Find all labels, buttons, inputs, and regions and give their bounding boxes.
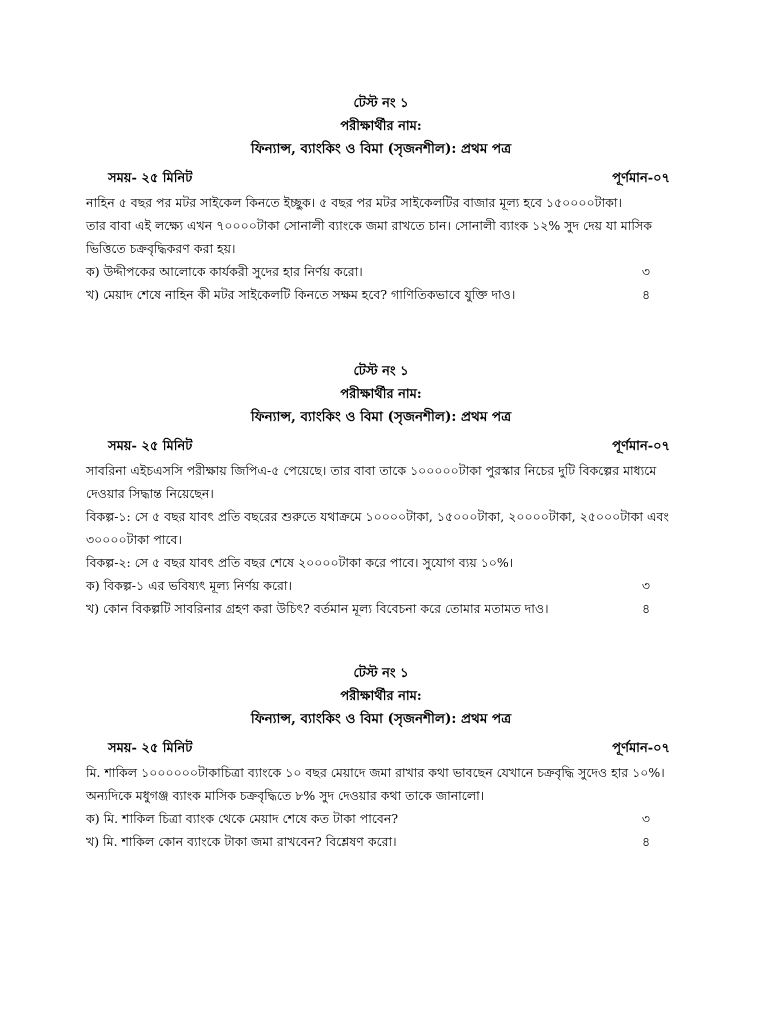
question-mark: ৪ — [641, 287, 651, 302]
stem-line: দেওয়ার সিদ্ধান্ত নিয়েছেন। — [86, 486, 214, 501]
examinee-name-label: পরীক্ষার্থীর নাম: — [340, 119, 422, 134]
time-label: সময়- ২৫ মিনিট — [108, 171, 193, 186]
meta-row — [86, 167, 676, 191]
test-number: টেস্ট নং ১ — [353, 364, 409, 379]
question-mark: ৪ — [641, 601, 651, 616]
meta-row — [86, 737, 676, 761]
question-mark: ৪ — [641, 834, 651, 849]
test-block-1 — [86, 92, 676, 306]
full-marks-label: পূর্ণমান-০৭ — [612, 439, 670, 454]
subject-title: ফিন্যান্স, ব্যাংকিং ও বিমা (সৃজনশীল): প্রথম পত্র — [250, 711, 512, 727]
question-row — [86, 597, 676, 620]
question-text: খ) মি. শাকিল কোন ব্যাংকে টাকা জমা রাখবেন? বিশ্লেষণ করো। — [86, 834, 397, 849]
stem-line: নাহিন ৫ বছর পর মটর সাইকেল কিনতে ইচ্ছুক। ৫ বছর পর মটর সাইকেলটির বাজার মূল্য হবে ১৫০০০০টাকা। — [86, 195, 622, 210]
meta-row — [86, 435, 676, 459]
stem-line: সাবরিনা এইচএসসি পরীক্ষায় জিপিএ-৫ পেয়েছে। তার বাবা তাকে ১০০০০০টাকা পুরস্কার নিচের দুটি বিকল্পের মাধ্যমে — [86, 463, 657, 478]
question-row — [86, 260, 676, 283]
full-marks-label: পূর্ণমান-০৭ — [612, 171, 670, 186]
test-block-3 — [86, 662, 676, 853]
time-label: সময়- ২৫ মিনিট — [108, 741, 193, 756]
question-row — [86, 807, 676, 830]
stem-line: অন্যদিকে মধুগঞ্জ ব্যাংক মাসিক চক্রবৃদ্ধিতে ৮% সুদ দেওয়ার কথা তাকে জানালো। — [86, 788, 485, 803]
question-mark: ৩ — [641, 264, 651, 279]
question-text: খ) কোন বিকল্পটি সাবরিনার গ্রহণ করা উচিৎ? বর্তমান মূল্য বিবেচনা করে তোমার মতামত দাও। — [86, 601, 549, 616]
stem-line: বিকল্প-১: সে ৫ বছর যাবৎ প্রতি বছরের শুরুতে যথাক্রমে ১০০০০টাকা, ১৫০০০টাকা, ২০০০০টাকা, ২৫০০০টাকা এবং — [86, 509, 669, 524]
test-number: টেস্ট নং ১ — [353, 666, 409, 681]
stem-line: মি. শাকিল ১০০০০০০টাকাচিত্রা ব্যাংকে ১০ বছর মেয়াদে জমা রাখার কথা ভাবছেন যেখানে চক্রবৃদ্ধি সুদেও হার ১০%। — [86, 765, 665, 780]
question-text: খ) মেয়াদ শেষে নাহিন কী মটর সাইকেলটি কিনতে সক্ষম হবে? গাণিতিকভাবে যুক্তি দাও। — [86, 287, 516, 302]
question-row — [86, 830, 676, 853]
subject-title: ফিন্যান্স, ব্যাংকিং ও বিমা (সৃজনশীল): প্রথম পত্র — [250, 141, 512, 157]
time-label: সময়- ২৫ মিনিট — [108, 439, 193, 454]
question-mark: ৩ — [641, 811, 651, 826]
question-text: ক) উদ্দীপকের আলোকে কার্যকরী সুদের হার নির্ণয় করো। — [86, 264, 363, 279]
question-row — [86, 574, 676, 597]
stem-line: ভিত্তিতে চক্রবৃদ্ধিকরণ করা হয়। — [86, 241, 236, 256]
examinee-name-label: পরীক্ষার্থীর নাম: — [340, 689, 422, 704]
question-text: ক) মি. শাকিল চিত্রা ব্যাংক থেকে মেয়াদ শেষে কত টাকা পাবেন? — [86, 811, 399, 826]
stem-line: বিকল্প-২: সে ৫ বছর যাবৎ প্রতি বছর শেষে ২০০০০টাকা করে পাবে। সুযোগ ব্যয় ১০%। — [86, 555, 514, 570]
question-text: ক) বিকল্প-১ এর ভবিষ্যৎ মূল্য নির্ণয় করো। — [86, 578, 293, 593]
examinee-name-label: পরীক্ষার্থীর নাম: — [340, 387, 422, 402]
question-mark: ৩ — [641, 578, 651, 593]
full-marks-label: পূর্ণমান-০৭ — [612, 741, 670, 756]
stem-line: তার বাবা এই লক্ষ্যে এখন ৭০০০০টাকা সোনালী ব্যাংকে জমা রাখতে চান। সোনালী ব্যাংক ১২% সুদ দেয় যা মাসিক — [86, 218, 652, 233]
stem-line: ৩০০০০টাকা পাবে। — [86, 532, 182, 547]
question-row — [86, 283, 676, 306]
test-number: টেস্ট নং ১ — [353, 96, 409, 111]
subject-title: ফিন্যান্স, ব্যাংকিং ও বিমা (সৃজনশীল): প্রথম পত্র — [250, 409, 512, 425]
test-block-2 — [86, 360, 676, 620]
